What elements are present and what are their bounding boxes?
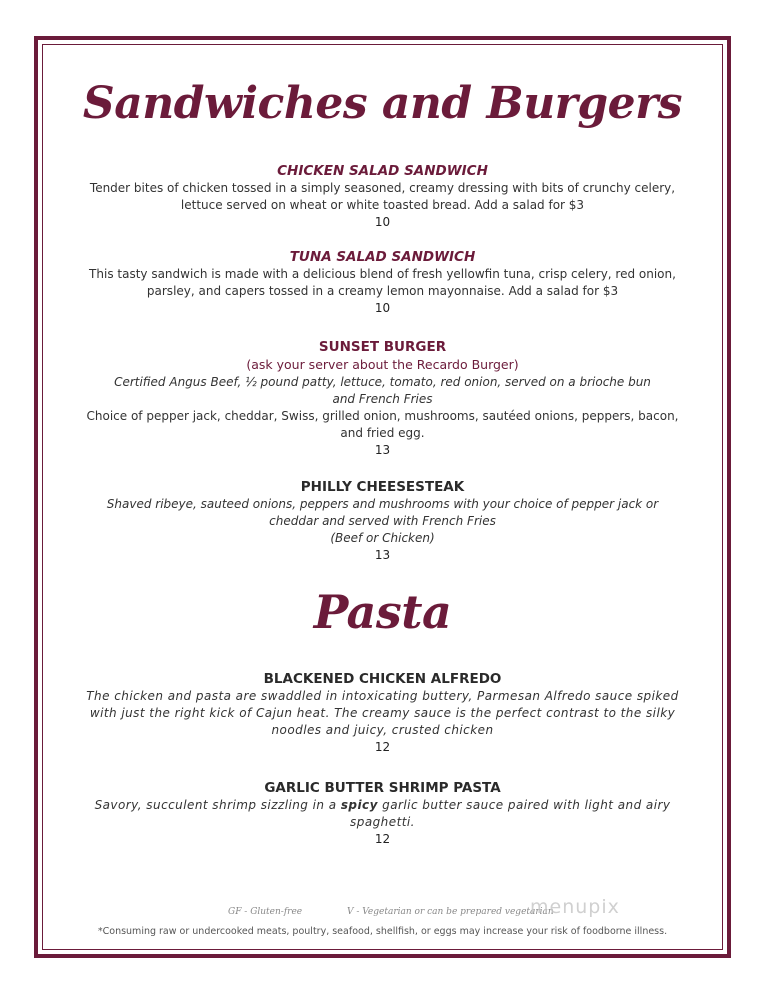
foodborne-disclaimer: *Consuming raw or undercooked meats, poultry, seafood, shellfish, or eggs may increase your risk of foodborne illness. bbox=[97, 926, 668, 937]
item-description: This tasty sandwich is made with a delicious blend of fresh yellowfin tuna, crisp celery, red onion, parsley, and capers tossed in a creamy lemon mayonnaise. Add a salad for $3 bbox=[89, 267, 676, 298]
item-description: Shaved ribeye, sauteed onions, peppers and mushrooms with your choice of pepper jack or cheddar and served with French Fries bbox=[106, 497, 659, 528]
menu-item-alfredo bbox=[86, 670, 679, 756]
desc-part: Savory, succulent shrimp sizzling in a bbox=[94, 798, 341, 812]
item-name: SUNSET BURGER bbox=[318, 339, 447, 355]
desc-spicy: spicy bbox=[340, 798, 378, 812]
item-name: BLACKENED CHICKEN ALFREDO bbox=[263, 671, 502, 687]
item-name: GARLIC BUTTER SHRIMP PASTA bbox=[264, 780, 501, 796]
menu-item-sunset-burger bbox=[86, 338, 679, 459]
item-price: 13 bbox=[374, 548, 391, 562]
menu-item-tuna-salad bbox=[86, 248, 679, 317]
item-price: 10 bbox=[374, 301, 391, 315]
item-price: 12 bbox=[374, 832, 391, 846]
item-name: CHICKEN SALAD SANDWICH bbox=[277, 163, 488, 179]
item-description bbox=[86, 797, 679, 831]
legend-gf: GF - Gluten-free bbox=[228, 907, 303, 917]
section-title-sandwiches: Sandwiches and Burgers bbox=[82, 78, 683, 129]
item-name: TUNA SALAD SANDWICH bbox=[289, 249, 476, 265]
item-description: Tender bites of chicken tossed in a simply seasoned, creamy dressing with bits of crunchy celery, lettuce served on wheat or white toasted bread. Add a salad for $3 bbox=[89, 181, 676, 212]
legend-v: V - Vegetarian or can be prepared vegetarian bbox=[347, 907, 554, 917]
desc-part: garlic butter sauce paired with light and airy spaghetti. bbox=[350, 798, 671, 829]
menu-item-philly bbox=[86, 478, 679, 564]
item-price: 10 bbox=[374, 215, 391, 229]
item-description: Certified Angus Beef, ½ pound patty, lettuce, tomato, red onion, served on a brioche bun and French Fries bbox=[114, 375, 651, 406]
item-price: 12 bbox=[374, 740, 391, 754]
menu-item-shrimp-pasta bbox=[86, 779, 679, 848]
item-subtitle: (ask your server about the Recardo Burger) bbox=[246, 357, 519, 372]
watermark: menupix bbox=[530, 896, 620, 918]
item-choices: Choice of pepper jack, cheddar, Swiss, grilled onion, mushrooms, sautéed onions, peppers, bacon, and fried egg. bbox=[86, 409, 679, 440]
item-name: PHILLY CHEESESTEAK bbox=[300, 479, 465, 495]
section-title-pasta: Pasta bbox=[313, 585, 452, 639]
item-price: 13 bbox=[374, 443, 391, 457]
menu-item-chicken-salad bbox=[86, 162, 679, 231]
item-description: The chicken and pasta are swaddled in intoxicating buttery, Parmesan Alfredo sauce spiked with just the right kick of Cajun heat. The creamy sauce is the perfect contrast to the silky noodles and juicy, crusted chicken bbox=[86, 689, 679, 737]
item-note: (Beef or Chicken) bbox=[330, 531, 435, 545]
